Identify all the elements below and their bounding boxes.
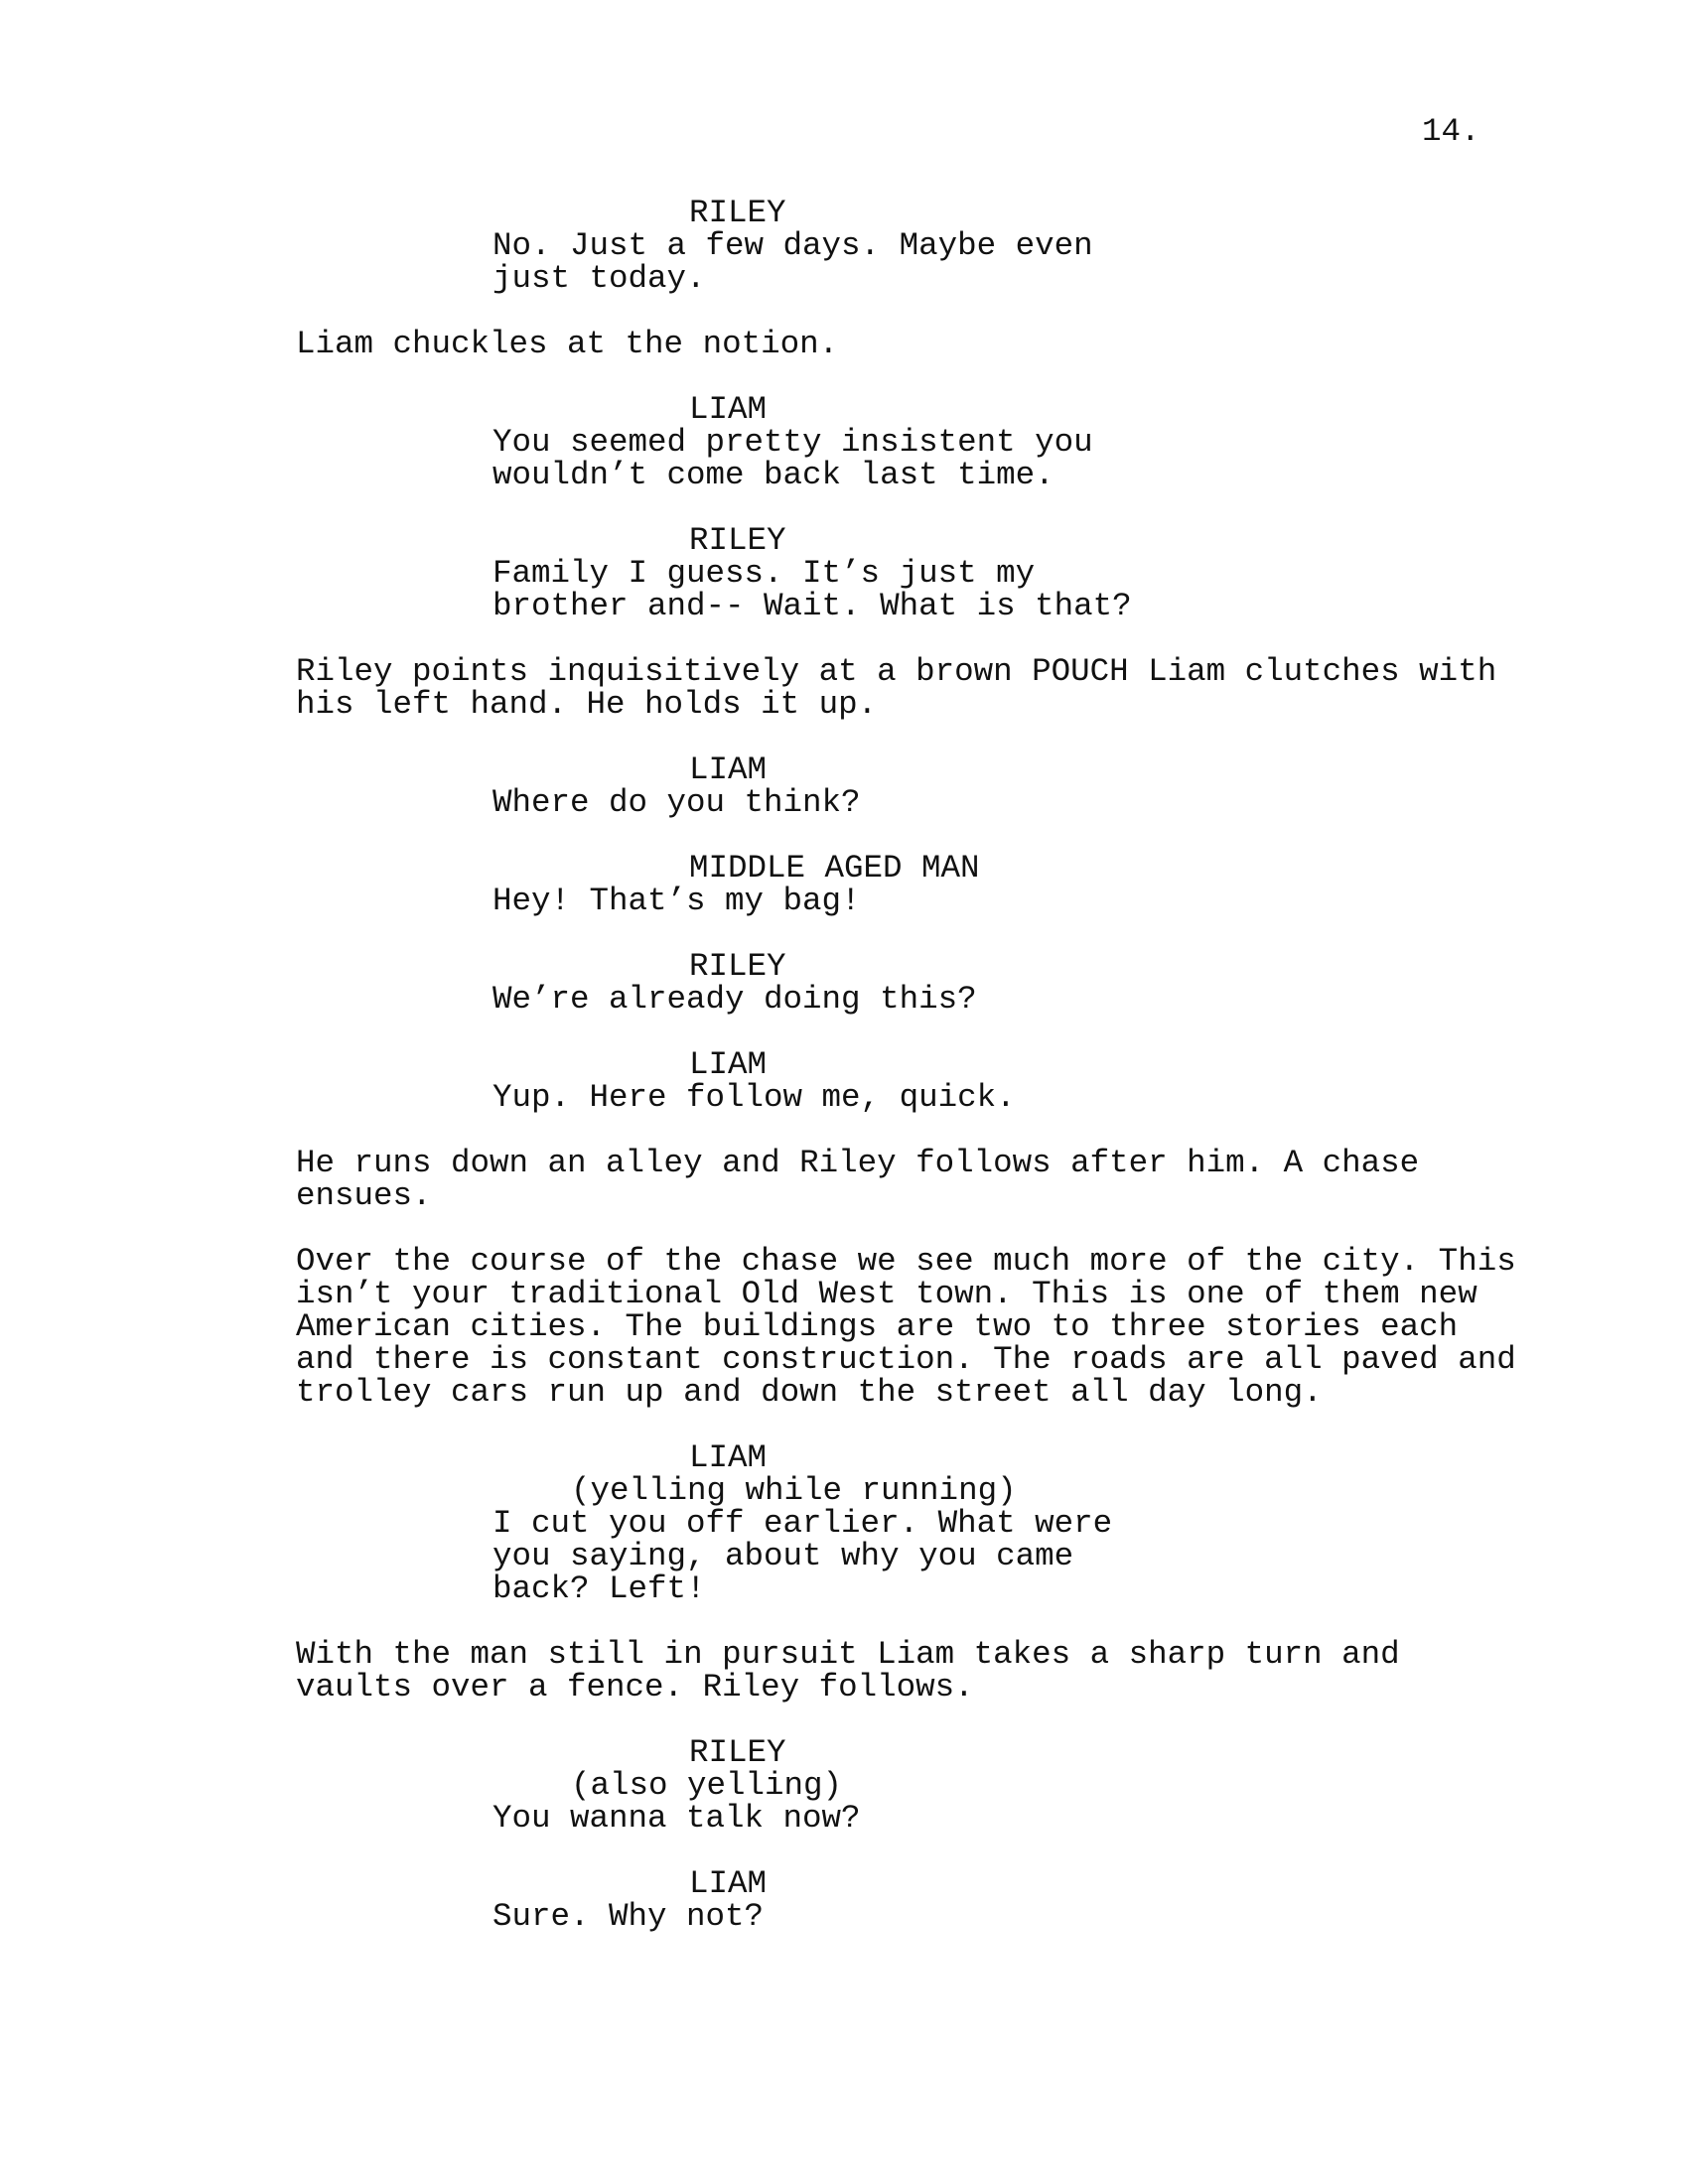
character-name: RILEY: [689, 522, 786, 559]
action-line: Over the course of the chase we see much more of the city. This isn’t your traditional Old West town. This is one of them new American cities. The buildings are two to three stories each and there is constant construction. The roads are all paved and trolley cars run up and down the street all day long.: [296, 1243, 1516, 1411]
character-name: RILEY: [689, 195, 786, 231]
parenthetical: (yelling while running): [571, 1472, 1017, 1509]
character-name: LIAM: [689, 751, 768, 788]
dialogue: You wanna talk now?: [492, 1800, 861, 1837]
character-name: LIAM: [689, 1046, 768, 1083]
character-name: LIAM: [689, 1439, 768, 1476]
character-name: RILEY: [689, 1734, 786, 1771]
dialogue: You seemed pretty insistent you wouldn’t come back last time.: [492, 424, 1093, 493]
parenthetical: (also yelling): [571, 1767, 843, 1804]
character-name: RILEY: [689, 948, 786, 985]
action-line: He runs down an alley and Riley follows after him. A chase ensues.: [296, 1145, 1420, 1214]
character-name: LIAM: [689, 1865, 768, 1902]
character-name: LIAM: [689, 391, 768, 428]
dialogue: Family I guess. It’s just my brother and-- Wait. What is that?: [492, 555, 1132, 624]
dialogue: Where do you think?: [492, 784, 861, 821]
action-line: Liam chuckles at the notion.: [296, 326, 839, 362]
action-line: Riley points inquisitively at a brown POUCH Liam clutches with his left hand. He holds it up.: [296, 653, 1497, 723]
dialogue: I cut you off earlier. What were you saying, about why you came back? Left!: [492, 1505, 1113, 1607]
dialogue: Sure. Why not?: [492, 1898, 765, 1935]
character-name: MIDDLE AGED MAN: [689, 850, 980, 887]
dialogue: We’re already doing this?: [492, 981, 977, 1018]
dialogue: No. Just a few days. Maybe even just today.: [492, 227, 1093, 297]
page-number: 14.: [1422, 113, 1480, 150]
dialogue: Yup. Here follow me, quick.: [492, 1079, 1016, 1116]
action-line: With the man still in pursuit Liam takes a sharp turn and vaults over a fence. Riley follows.: [296, 1636, 1400, 1706]
dialogue: Hey! That’s my bag!: [492, 883, 861, 919]
